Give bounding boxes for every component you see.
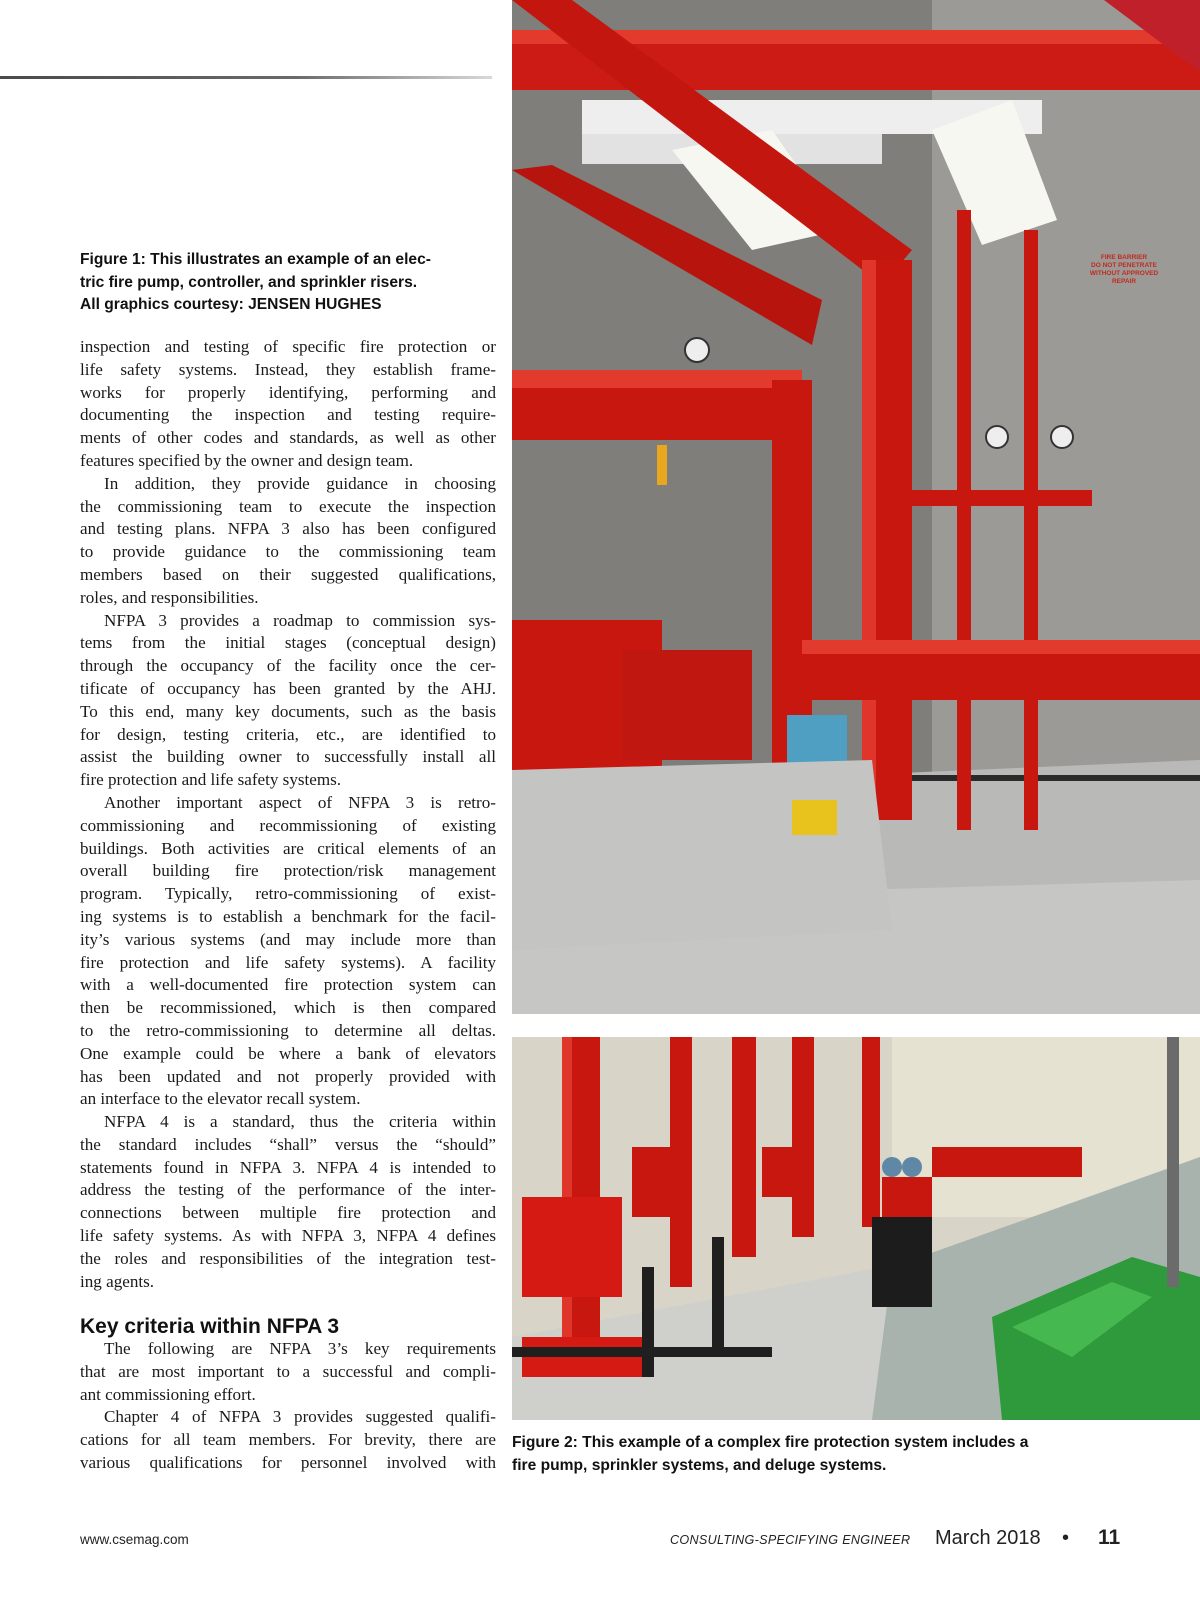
text-line: to provide guidance to the commissioning team (80, 542, 496, 562)
figure-2-caption (512, 1431, 1172, 1477)
footer-bullet: • (1062, 1527, 1070, 1549)
text-line: overall building fire protection/risk management (80, 861, 496, 881)
text-line: fire protection and life safety systems. (80, 770, 342, 790)
text-line: documenting the inspection and testing require- (80, 405, 496, 425)
text-line: has been updated and not properly provided with (80, 1066, 496, 1086)
body-text-column-2 (80, 1338, 496, 1475)
text-line: through the occupancy of the facility once the cer- (80, 656, 496, 676)
text-line: to the retro-commissioning to determine all deltas. (80, 1020, 496, 1040)
text-line: the commissioning team to execute the inspection (80, 496, 496, 516)
figure-1-photo (512, 0, 1200, 1014)
text-line: life safety systems. As with NFPA 3, NFPA 4 defines (80, 1226, 496, 1246)
caption-line: Figure 2: This example of a complex fire protection system includes a (512, 1434, 1029, 1451)
text-line: ments of other codes and standards, as well as other (80, 428, 496, 448)
figure-2-photo (512, 1037, 1200, 1420)
text-line: program. Typically, retro-commissioning of exist- (80, 884, 496, 904)
sign-line-4: REPAIR (1111, 278, 1137, 285)
text-line: NFPA 4 is a standard, thus the criteria within (104, 1112, 496, 1132)
text-line: address the testing of the performance of the inter- (80, 1180, 496, 1200)
text-line: One example could be where a bank of elevators (80, 1043, 496, 1063)
text-line: members based on their suggested qualifications, (80, 564, 496, 584)
text-line: ant commissioning effort. (80, 1384, 256, 1404)
text-line: ing agents. (80, 1271, 155, 1291)
text-line: roles, and responsibilities. (80, 587, 259, 607)
text-line: features specified by the owner and design team. (80, 450, 414, 470)
section-heading: Key criteria within NFPA 3 (80, 1315, 340, 1338)
caption-line: tric fire pump, controller, and sprinkler risers. (80, 273, 418, 291)
text-line: cations for all team members. For brevity, there are (80, 1430, 496, 1450)
footer-date: March 2018 (935, 1527, 1041, 1549)
text-line: life safety systems. Instead, they establish frame- (80, 359, 496, 379)
text-line: that are most important to a successful and compli- (80, 1361, 496, 1381)
sign-line-2: DO NOT PENETRATE (1091, 262, 1157, 269)
caption-line: Figure 1: This illustrates an example of an elec- (80, 251, 431, 268)
text-line: NFPA 3 provides a roadmap to commission sys- (104, 610, 496, 630)
text-line: with a well-documented fire protection system can (80, 975, 496, 995)
header-rule (0, 76, 492, 79)
text-line: the roles and responsibilities of the integration test- (80, 1248, 496, 1268)
text-line: ity’s various systems (and may include more than (80, 929, 496, 949)
text-line: an interface to the elevator recall system. (80, 1089, 361, 1109)
text-line: buildings. Both activities are critical elements of an (80, 838, 496, 858)
footer-publication: CONSULTING-SPECIFYING ENGINEER (670, 1533, 911, 1547)
text-line: tificate of occupancy has been granted by the AHJ. (80, 678, 496, 698)
text-line: assist the building owner to successfully install all (80, 747, 496, 767)
text-line: In addition, they provide guidance in choosing (104, 473, 496, 493)
text-line: inspection and testing of specific fire protection or (80, 337, 496, 356)
corner-accent (1104, 0, 1200, 72)
sign-line-3: WITHOUT APPROVED (1089, 270, 1159, 277)
text-line: ing systems is to establish a benchmark for the facil- (80, 906, 496, 926)
page-number: 11 (1098, 1526, 1121, 1549)
text-line: tems from the initial stages (conceptual design) (80, 633, 496, 653)
text-line: various qualifications for personnel involved with (80, 1452, 496, 1472)
text-line: and testing plans. NFPA 3 also has been configured (80, 519, 496, 539)
text-line: works for properly identifying, performing and (80, 382, 496, 402)
text-line: The following are NFPA 3’s key requirements (104, 1339, 496, 1358)
footer-url[interactable]: www.csemag.com (80, 1532, 189, 1547)
text-line: statements found in NFPA 3. NFPA 4 is intended to (80, 1157, 496, 1177)
text-line: Chapter 4 of NFPA 3 provides suggested qualifi- (104, 1407, 496, 1427)
sign-line-1: FIRE BARRIER (1100, 254, 1148, 261)
text-line: for design, testing criteria, etc., are identified to (80, 724, 496, 744)
caption-line: fire pump, sprinkler systems, and deluge systems. (512, 1457, 887, 1474)
text-line: then be recommissioned, which is then compared (80, 998, 496, 1018)
text-line: To this end, many key documents, such as the basis (80, 701, 496, 721)
text-line: the standard includes “shall” versus the “should” (80, 1134, 496, 1154)
text-line: connections between multiple fire protection and (80, 1203, 496, 1223)
body-text-column (80, 336, 496, 1293)
figure-1-caption (80, 249, 500, 317)
text-line: fire protection and life safety systems). A facility (80, 952, 496, 972)
text-line: Another important aspect of NFPA 3 is retro- (104, 792, 496, 812)
caption-line: All graphics courtesy: JENSEN HUGHES (80, 296, 382, 313)
text-line: commissioning and recommissioning of existing (80, 815, 496, 835)
